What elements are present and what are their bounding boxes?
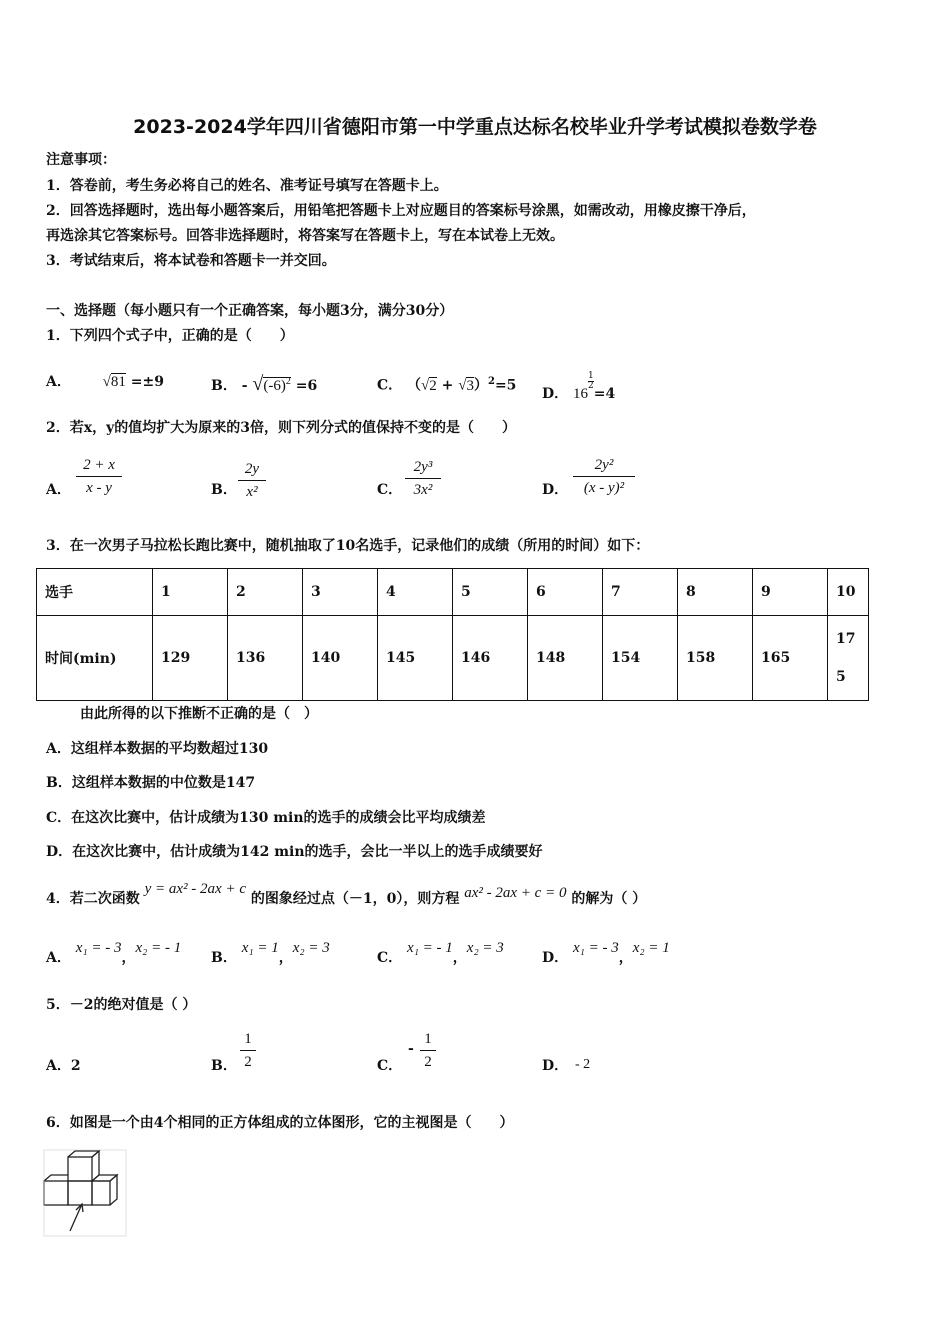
option-label: B． [211,950,237,966]
table-cell: 129 [153,616,228,701]
option-label: D． [542,386,569,402]
denominator: x² [246,484,258,500]
q4-stem [46,881,647,909]
q4-option-a [46,940,182,968]
table-cell: 145 [378,616,453,701]
q6-stem: 6．如图是一个由4个相同的正方体组成的立体图形，它的主视图是（ ） [46,1115,514,1131]
table-cell: 时间(min) [37,616,153,701]
q1-option-c [377,372,516,396]
separator: ， [452,950,467,966]
option-label: C． [377,377,403,394]
cube-figure [42,1148,130,1240]
option-label: C． [377,950,403,966]
q2-option-b-label: B． [211,482,237,498]
root-x1: x₁ = - 3 [75,940,122,956]
q1-option-b [211,372,317,396]
stem-text: 4．若二次函数 [46,891,140,907]
numerator: 1 [424,1031,432,1047]
q2-stem: 2．若x，y的值均扩大为原来的3倍，则下列分式的值保持不变的是（ ） [46,420,516,436]
plus-sign: + [441,377,454,394]
notice-item-3: 3．考试结束后，将本试卷和答题卡一并交回。 [46,253,336,269]
cube-right-front [92,1181,110,1205]
option-label: A． [46,374,71,390]
exponent: 2 [487,376,495,387]
q2-option-d-label: D． [542,482,569,498]
table-cell: 146 [453,616,528,701]
q5-option-d-label: D． [542,1058,569,1074]
table-cell-wrapped: 17 5 [828,616,869,701]
table-cell: 3 [303,569,378,616]
q5-option-a: A．2 [46,1058,81,1074]
q3-option-b: B．这组样本数据的中位数是147 [46,775,256,791]
root-x1: x₁ = - 3 [573,940,619,956]
table-row [37,569,869,616]
option-rest: =4 [593,386,616,402]
table-cell: 5 [453,569,528,616]
q5-option-d-value: - 2 [575,1057,591,1072]
q4-option-c [377,940,504,968]
numerator: 2y² [594,457,614,473]
table-cell: 9 [753,569,828,616]
notice-item-2-cont: 再选涂其它答案标号。回答非选择题时，将答案写在答题卡上，写在本试卷上无效。 [46,228,564,244]
denominator: (x - y)² [583,480,625,496]
root-x2: x₂ = 1 [632,940,670,956]
marathon-table [36,568,869,701]
sqrt-symbol: √ [102,374,111,390]
table-cell: 136 [228,616,303,701]
q3-option-c: C．在这次比赛中，估计成绩为130 min的选手的成绩会比平均成绩差 [46,810,486,826]
cube-top-front [68,1157,92,1181]
separator: ， [278,950,293,966]
close-paren: ） [473,377,488,394]
q5-option-c-sign: - [408,1041,414,1057]
option-label: D． [542,950,569,966]
q5-stem: 5．－2的绝对值是（ ） [46,997,197,1013]
notice-item-2: 2．回答选择题时，选出每小题答案后，用铅笔把答题卡上对应题目的答案标号涂黑，如需改动，用橡皮擦干净后， [46,203,756,219]
cube-left-front [44,1181,68,1205]
option-label: A． [46,950,71,966]
q5-option-c-label: C． [377,1058,403,1074]
q2-option-a-fraction [76,454,122,499]
radicand: 81 [110,374,126,390]
table-cell: 8 [678,569,753,616]
table-cell: 165 [753,616,828,701]
q5-option-b-label: B． [211,1058,237,1074]
radicand: 3 [466,377,474,394]
q5-option-c-fraction [420,1028,436,1073]
denominator: 3x² [413,482,433,498]
notice-heading: 注意事项： [46,152,116,168]
root-x2: x₂ = - 1 [135,940,182,956]
q2-option-d-fraction [573,454,635,499]
option-rest: =5 [494,377,517,394]
root-x1: x₁ = 1 [241,940,279,956]
q2-option-b-fraction [238,458,266,503]
radicand: $(-6)^2$ [263,376,291,394]
radicand: 2 [429,377,437,394]
table-cell: 148 [528,616,603,701]
table-row [37,616,869,701]
q3-option-a: A．这组样本数据的平均数超过130 [46,741,269,757]
denominator: x - y [86,480,112,496]
q1-option-a [46,372,164,392]
numerator: 1 [244,1031,252,1047]
table-cell: 选手 [37,569,153,616]
table-cell: 154 [603,616,678,701]
numerator: 2y [244,461,260,477]
sqrt-symbol: √ [252,373,264,395]
section-heading: 一、选择题（每小题只有一个正确答案，每小题3分，满分30分） [46,303,454,319]
option-rest: =6 [295,378,318,394]
cube-top-top [68,1151,99,1157]
root-x1: x₁ = - 1 [407,940,453,956]
fraction-exponent: $\frac{1}{2}$ [588,371,594,391]
q3-option-d: D．在这次比赛中，估计成绩为142 min的选手，会比一半以上的选手成绩要好 [46,844,543,860]
table-cell: 4 [378,569,453,616]
separator: ， [618,950,633,966]
notice-item-1: 1．答卷前，考生务必将自己的姓名、准考证号填写在答题卡上。 [46,178,448,194]
q1-option-d [542,372,615,404]
page-title: 2023-2024学年四川省德阳市第一中学重点达标名校毕业升学考试模拟卷数学卷 [133,116,817,138]
q5-option-b-fraction [240,1028,256,1073]
denominator: 2 [424,1054,432,1070]
q1-stem: 1．下列四个式子中，正确的是（ ） [46,328,294,344]
q4-option-b [211,940,330,968]
root-x2: x₂ = 3 [466,940,504,956]
table-cell: 7 [603,569,678,616]
open-paren: （ [407,377,422,394]
q4-option-d [542,940,670,968]
denominator: 2 [244,1054,252,1070]
q2-option-a-label: A． [46,482,71,498]
base: 16 [573,386,589,402]
numerator: 2 + x [83,457,115,473]
equation-formula: ax² - 2ax + c = 0 [464,885,567,901]
q2-option-c-fraction [405,456,441,501]
table-cell: 2 [228,569,303,616]
cube-right-side [110,1175,117,1205]
sqrt-symbol: √ [458,377,467,394]
separator: ， [121,950,136,966]
root-x2: x₂ = 3 [292,940,330,956]
stem-text: 的图象经过点（－1，0），则方程 [250,891,460,907]
function-formula: y = ax² - 2ax + c [144,881,246,897]
table-cell: 6 [528,569,603,616]
cube-mid-front [68,1181,92,1205]
table-cell: 1 [153,569,228,616]
q3-follow-up: 由此所得的以下推断不正确的是（ ） [80,706,318,722]
minus-sign: - [241,378,248,394]
q3-stem: 3．在一次男子马拉松长跑比赛中，随机抽取了10名选手，记录他们的成绩（所用的时间）如下： [46,538,650,554]
q2-option-c-label: C． [377,482,403,498]
option-label: B． [211,378,237,394]
numerator: 2y³ [413,459,433,475]
cube-left-top [44,1175,68,1181]
view-arrow [70,1204,82,1231]
table-cell: 10 [828,569,869,616]
stem-text: 的解为（ ） [571,891,647,907]
table-cell: 158 [678,616,753,701]
table-cell: 140 [303,616,378,701]
sqrt-symbol: √ [421,377,430,394]
option-rest: =±9 [130,374,164,390]
